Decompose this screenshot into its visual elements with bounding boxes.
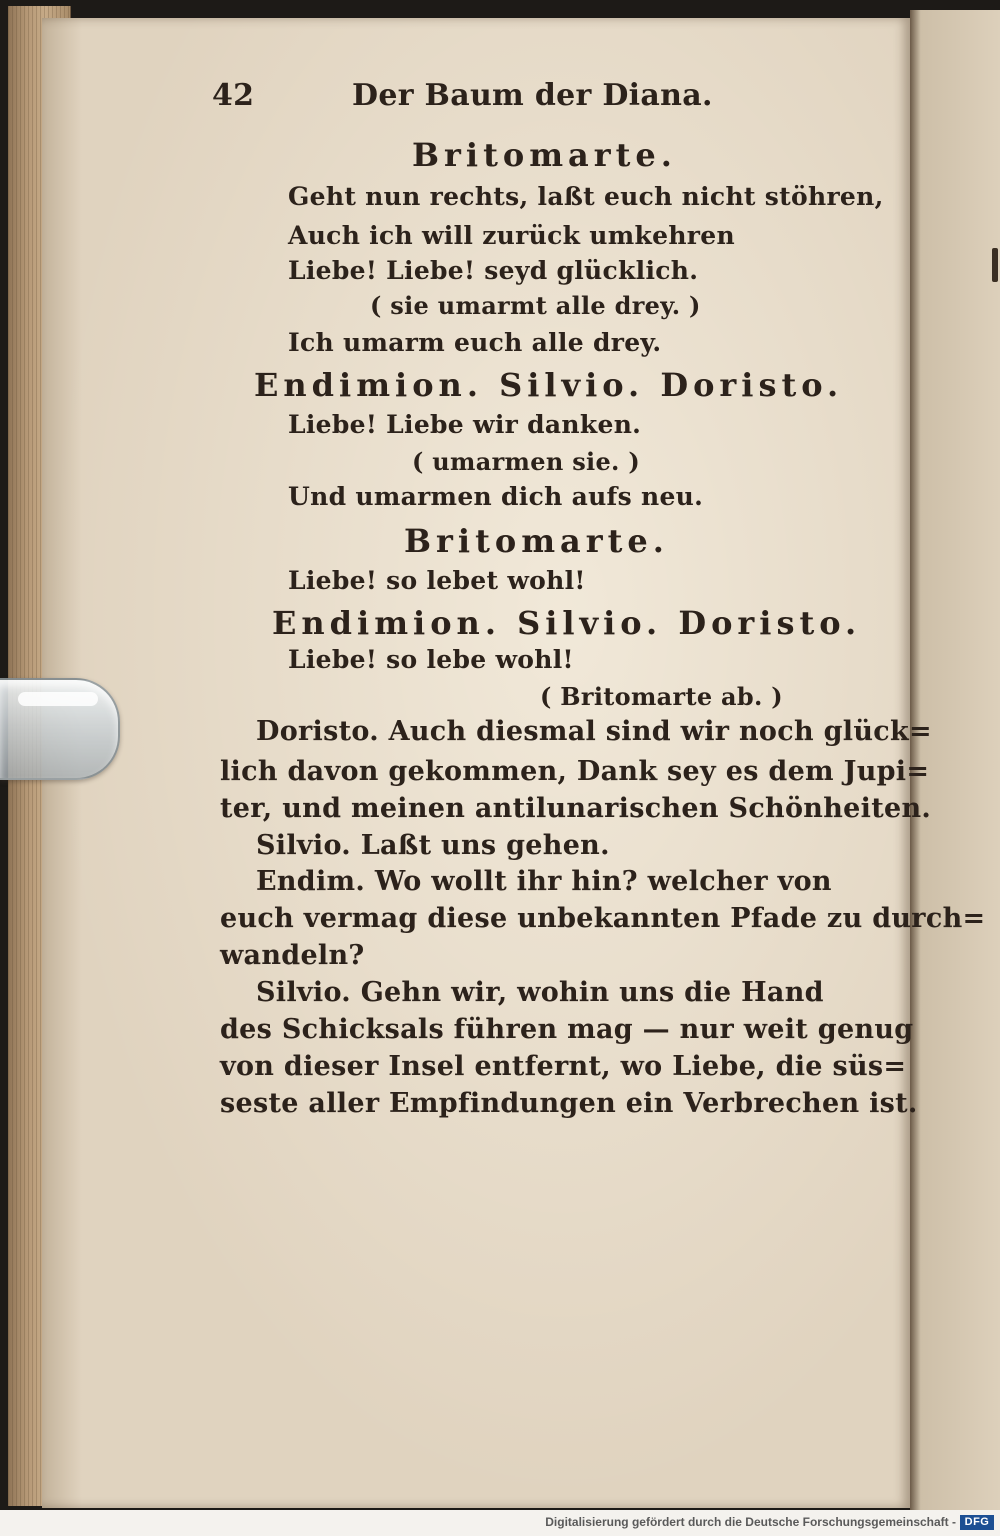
verse-line: Geht nun rechts, laßt euch nicht stöhren, bbox=[288, 182, 884, 211]
dfg-logo-icon: DFG bbox=[960, 1515, 994, 1530]
prose-line: von dieser Insel entfernt, wo Liebe, die süs= bbox=[220, 1051, 907, 1082]
running-title: Der Baum der Diana. bbox=[352, 78, 713, 113]
verse-line: Ich umarm euch alle drey. bbox=[288, 328, 662, 357]
stage-direction: ( umarmen sie. ) bbox=[412, 447, 640, 476]
prose-line: des Schicksals führen mag — nur weit genug bbox=[220, 1014, 914, 1045]
footer-bar bbox=[0, 1510, 1000, 1536]
speaker-heading: Endimion. Silvio. Doristo. bbox=[254, 366, 844, 404]
verse-line: Liebe! Liebe wir danken. bbox=[288, 410, 642, 439]
stage-direction: ( sie umarmt alle drey. ) bbox=[370, 291, 701, 320]
funding-credit: Digitalisierung gefördert durch die Deutsche Forschungsgemeinschaft - bbox=[545, 1515, 956, 1529]
page-number: 42 bbox=[212, 78, 255, 113]
speaker-heading: Britomarte. bbox=[404, 522, 669, 560]
verse-line: Auch ich will zurück umkehren bbox=[288, 221, 735, 250]
prose-line: wandeln? bbox=[220, 940, 365, 971]
prose-line: Endim. Wo wollt ihr hin? welcher von bbox=[256, 866, 832, 897]
prose-line: Silvio. Laßt uns gehen. bbox=[256, 830, 610, 861]
page-clip bbox=[0, 678, 120, 780]
stage-direction: ( Britomarte ab. ) bbox=[540, 682, 783, 711]
speaker-heading: Endimion. Silvio. Doristo. bbox=[272, 604, 862, 642]
prose-line: lich davon gekommen, Dank sey es dem Jupi= bbox=[220, 756, 930, 787]
prose-line: euch vermag diese unbekannten Pfade zu durch= bbox=[220, 903, 986, 934]
speaker-heading: Britomarte. bbox=[412, 136, 677, 174]
prose-line: Doristo. Auch diesmal sind wir noch glück= bbox=[256, 716, 932, 747]
verse-line: Liebe! so lebe wohl! bbox=[288, 645, 574, 674]
verse-line: Liebe! so lebet wohl! bbox=[288, 566, 586, 595]
verse-line: Liebe! Liebe! seyd glücklich. bbox=[288, 256, 699, 285]
prose-line: seste aller Empfindungen ein Verbrechen ist. bbox=[220, 1088, 918, 1119]
prose-line: ter, und meinen antilunarischen Schönheiten. bbox=[220, 793, 932, 824]
verse-line: Und umarmen dich aufs neu. bbox=[288, 482, 704, 511]
prose-line: Silvio. Gehn wir, wohin uns die Hand bbox=[256, 977, 824, 1008]
